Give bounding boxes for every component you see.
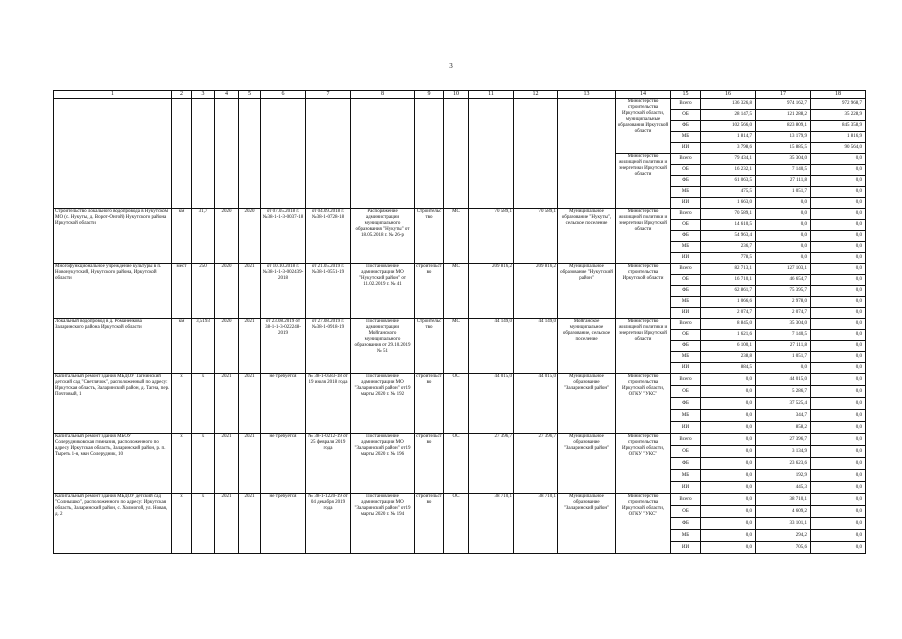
value-2020-cell: 236,7: [701, 242, 756, 253]
value-2021-cell: 7 140,5: [756, 165, 811, 176]
value-2021-cell: 121 288,2: [756, 110, 811, 121]
value-2020-cell: 82 713,1: [701, 264, 756, 275]
permit-cell: от 04.09.2018 г. №38-1-0728-18: [306, 209, 351, 264]
table-row: [54, 494, 866, 506]
capacity-cell: [192, 99, 215, 209]
value-2022-cell: 0,0: [811, 494, 866, 506]
value-2020-cell: 16 710,1: [701, 275, 756, 286]
value-2020-cell: 54 963,4: [701, 231, 756, 242]
column-number-cell: 17: [756, 91, 811, 99]
municipality-cell: [558, 99, 616, 209]
value-2022-cell: 0,0: [811, 530, 866, 542]
value-2020-cell: 0,0: [701, 446, 756, 458]
permit-cell: от 21.05.2019 г. №38-1-0551-19: [306, 264, 351, 319]
value-2020-cell: 79 434,1: [701, 154, 756, 165]
value-2020-cell: 0,0: [701, 386, 756, 398]
cost-remaining-cell: 44 149,0: [514, 319, 558, 374]
value-2020-cell: 2 074,7: [701, 308, 756, 319]
municipality-cell: Мойганское муниципальное образование, сельское поселение: [558, 319, 616, 374]
value-2022-cell: 0,0: [811, 198, 866, 209]
column-number-cell: 14: [616, 91, 671, 99]
value-2022-cell: 0,0: [811, 410, 866, 422]
value-2022-cell: 0,0: [811, 286, 866, 297]
capacity-cell: х: [192, 374, 215, 434]
value-2022-cell: 0,0: [811, 308, 866, 319]
document-cell: [351, 99, 415, 209]
value-2022-cell: 0,0: [811, 275, 866, 286]
table-row: [54, 434, 866, 446]
unit-cell: км: [172, 319, 192, 374]
ownership-form-cell: ОС: [444, 434, 469, 494]
object-name-cell: Капитальный ремонт здания МБДОУ Тагнинский детский сад "Светлячок", расположенный по адресу: Иркутская область, Заларинский район, д. Тагна, пер. Почтовый, 1: [54, 374, 172, 434]
expertise-cell: от 23.08.2019 от 38-1-1-3-022248-2019: [261, 319, 306, 374]
work-type-cell: Строительство: [415, 209, 444, 264]
value-2021-cell: 0,0: [756, 220, 811, 231]
ministry-cell: Министерство строительства Иркутской области, ОГКУ "УКС": [616, 374, 671, 434]
table-row: [54, 319, 866, 330]
column-number-cell: 7: [306, 91, 351, 99]
value-2020-cell: 8 845,0: [701, 319, 756, 330]
cost-remaining-cell: 70 589,1: [514, 209, 558, 264]
value-2022-cell: 0,0: [811, 330, 866, 341]
funding-code-cell: ФБ: [671, 458, 701, 470]
funding-code-cell: ОБ: [671, 220, 701, 231]
value-2020-cell: 136 326,8: [701, 99, 756, 110]
value-2020-cell: 1 814,7: [701, 132, 756, 143]
permit-cell: № 38-1-1220-19 от 04 декабря 2019 года: [306, 494, 351, 554]
value-2022-cell: 0,0: [811, 434, 866, 446]
value-2022-cell: 90 564,0: [811, 143, 866, 154]
funding-code-cell: ОБ: [671, 330, 701, 341]
value-2021-cell: 823 809,1: [756, 121, 811, 132]
value-2022-cell: 0,0: [811, 458, 866, 470]
table-row: [54, 374, 866, 386]
value-2021-cell: 15 885,5: [756, 143, 811, 154]
funding-code-cell: ФБ: [671, 518, 701, 530]
year-end-cell: 2021: [239, 434, 261, 494]
value-2020-cell: 0,0: [701, 470, 756, 482]
unit-cell: х: [172, 494, 192, 554]
value-2021-cell: 37 525,4: [756, 398, 811, 410]
cost-remaining-cell: 44 015,0: [514, 374, 558, 434]
ministry-cell: Министерство строительства Иркутской области, ОГКУ "УКС": [616, 434, 671, 494]
year-end-cell: 2021: [239, 319, 261, 374]
funding-code-cell: ИИ: [671, 482, 701, 494]
funding-code-cell: ИИ: [671, 198, 701, 209]
value-2020-cell: 0,0: [701, 494, 756, 506]
value-2020-cell: 0,0: [701, 506, 756, 518]
value-2022-cell: 0,0: [811, 470, 866, 482]
column-number-cell: 5: [239, 91, 261, 99]
cost-total-cell: 38 710,1: [469, 494, 514, 554]
funding-code-cell: МБ: [671, 530, 701, 542]
funding-code-cell: Всего: [671, 319, 701, 330]
value-2020-cell: 0,0: [701, 398, 756, 410]
value-2020-cell: 14 610,5: [701, 220, 756, 231]
value-2020-cell: 61 063,5: [701, 176, 756, 187]
value-2022-cell: 0,0: [811, 154, 866, 165]
value-2022-cell: 0,0: [811, 482, 866, 494]
municipality-cell: Муниципальное образование "Заларинский район": [558, 434, 616, 494]
cost-total-cell: 27 396,7: [469, 434, 514, 494]
value-2021-cell: 0,0: [756, 363, 811, 374]
funding-code-cell: ИИ: [671, 542, 701, 554]
funding-code-cell: ОБ: [671, 446, 701, 458]
year-end-cell: 2021: [239, 494, 261, 554]
funding-code-cell: МБ: [671, 132, 701, 143]
work-type-cell: строительство: [415, 374, 444, 434]
document-cell: Постановление администрации МО "Нукутский район" от 11.02.2019 г. № 41: [351, 264, 415, 319]
value-2021-cell: 46 654,7: [756, 275, 811, 286]
value-2021-cell: 2 074,7: [756, 308, 811, 319]
value-2020-cell: 0,0: [701, 542, 756, 554]
column-number-cell: 15: [671, 91, 701, 99]
value-2022-cell: 0,0: [811, 363, 866, 374]
value-2021-cell: 0,0: [756, 209, 811, 220]
value-2021-cell: 13 179,9: [756, 132, 811, 143]
work-type-cell: строительство: [415, 434, 444, 494]
value-2021-cell: 0,0: [756, 253, 811, 264]
capacity-cell: 250: [192, 264, 215, 319]
page-number: 3: [449, 62, 453, 70]
unit-cell: [172, 99, 192, 209]
value-2020-cell: 0,0: [701, 482, 756, 494]
ownership-form-cell: МС: [444, 319, 469, 374]
ownership-form-cell: МС: [444, 209, 469, 264]
value-2021-cell: 27 111,8: [756, 341, 811, 352]
table-row: [54, 209, 866, 220]
value-2021-cell: 344,7: [756, 410, 811, 422]
funding-code-cell: ФБ: [671, 286, 701, 297]
object-name-cell: Локальный водопровод в д. Романенкова Заларинского района Иркутской области: [54, 319, 172, 374]
ministry-cell: Министерство жилищной политики и энергетики Иркутской области: [616, 154, 671, 209]
ministry-cell: Министерство строительства Иркутской области, муниципальные образования Иркутской области: [616, 99, 671, 154]
value-2021-cell: 2 978,0: [756, 297, 811, 308]
permit-cell: № 38-1-0212-19 от 25 февраля 2019 года: [306, 434, 351, 494]
value-2020-cell: 1 621,6: [701, 330, 756, 341]
expertise-cell: от 10.10.2018 г. №38-1-1-3-002439-2018: [261, 264, 306, 319]
document-cell: Постановление администрации МО "Заларинский район" от19 марты 2020 г. № 192: [351, 374, 415, 434]
municipality-cell: Муниципальное образование "Нукутский район": [558, 264, 616, 319]
value-2022-cell: 972 968,7: [811, 99, 866, 110]
year-start-cell: 2021: [215, 494, 239, 554]
value-2020-cell: 6 100,1: [701, 341, 756, 352]
table-row: [54, 264, 866, 275]
cost-remaining-cell: 27 396,7: [514, 434, 558, 494]
value-2022-cell: 845 358,9: [811, 121, 866, 132]
value-2021-cell: 23 623,6: [756, 458, 811, 470]
funding-code-cell: ИИ: [671, 422, 701, 434]
document-cell: Распоряжение администрации муниципального образования "Нукуты" от 18.05.2018 г. № 26-р: [351, 209, 415, 264]
column-number-cell: 4: [215, 91, 239, 99]
value-2020-cell: 102 566,0: [701, 121, 756, 132]
municipality-cell: Муниципальное образование "Заларинский район": [558, 494, 616, 554]
object-name-cell: Многофункциональное учреждение культуры в п. Новонукутский, Нукутского района, Иркутской области: [54, 264, 172, 319]
capacity-cell: 31,7: [192, 209, 215, 264]
funding-code-cell: ФБ: [671, 231, 701, 242]
value-2022-cell: 0,0: [811, 220, 866, 231]
unit-cell: мест: [172, 264, 192, 319]
funding-code-cell: Всего: [671, 374, 701, 386]
funding-code-cell: ОБ: [671, 506, 701, 518]
funding-code-cell: ФБ: [671, 341, 701, 352]
value-2021-cell: 75 395,7: [756, 286, 811, 297]
value-2020-cell: 70 589,1: [701, 209, 756, 220]
value-2021-cell: 705,6: [756, 542, 811, 554]
value-2020-cell: 0,0: [701, 458, 756, 470]
value-2020-cell: 16 232,1: [701, 165, 756, 176]
cost-total-cell: 209 816,2: [469, 264, 514, 319]
value-2021-cell: 1 051,7: [756, 352, 811, 363]
table-row: [54, 99, 866, 110]
value-2021-cell: 0,0: [756, 231, 811, 242]
unit-cell: х: [172, 374, 192, 434]
document-cell: Постановление администрации МО "Заларинский район" от19 марты 2020 г. № 194: [351, 494, 415, 554]
object-name-cell: Строительство локального водопровода в Нукутском МО (с. Нукуты, д. Ворот-Онгой) Нукутского района Иркутской области: [54, 209, 172, 264]
value-2022-cell: 0,0: [811, 352, 866, 363]
column-number-cell: 8: [351, 91, 415, 99]
ministry-cell: Министерство строительства Иркутской области: [616, 264, 671, 319]
value-2022-cell: 0,0: [811, 209, 866, 220]
value-2020-cell: 1 663,0: [701, 198, 756, 209]
value-2020-cell: 28 147,5: [701, 110, 756, 121]
funding-code-cell: ФБ: [671, 176, 701, 187]
value-2021-cell: 44 015,0: [756, 374, 811, 386]
value-2022-cell: 0,0: [811, 398, 866, 410]
value-2021-cell: 192,9: [756, 470, 811, 482]
funding-code-cell: ИИ: [671, 253, 701, 264]
year-end-cell: [239, 99, 261, 209]
expertise-cell: не требуется: [261, 434, 306, 494]
funding-code-cell: МБ: [671, 297, 701, 308]
ownership-form-cell: [444, 99, 469, 209]
year-end-cell: 2020: [239, 209, 261, 264]
value-2021-cell: 35 304,0: [756, 154, 811, 165]
value-2022-cell: 0,0: [811, 506, 866, 518]
funding-code-cell: ИИ: [671, 363, 701, 374]
value-2022-cell: 0,0: [811, 386, 866, 398]
value-2022-cell: 0,0: [811, 319, 866, 330]
value-2020-cell: 62 861,7: [701, 286, 756, 297]
value-2020-cell: 0,0: [701, 410, 756, 422]
work-type-cell: строительство: [415, 494, 444, 554]
unit-cell: км: [172, 209, 192, 264]
column-number-cell: 6: [261, 91, 306, 99]
value-2021-cell: 0,0: [756, 242, 811, 253]
cost-total-cell: 44 015,0: [469, 374, 514, 434]
value-2020-cell: 0,0: [701, 422, 756, 434]
ownership-form-cell: МС: [444, 264, 469, 319]
value-2022-cell: 35 228,9: [811, 110, 866, 121]
value-2022-cell: 0,0: [811, 374, 866, 386]
column-number-cell: 9: [415, 91, 444, 99]
value-2022-cell: 0,0: [811, 341, 866, 352]
funding-code-cell: Всего: [671, 154, 701, 165]
object-name-cell: [54, 99, 172, 209]
value-2022-cell: 0,0: [811, 253, 866, 264]
investment-table: [53, 90, 866, 554]
column-number-cell: 11: [469, 91, 514, 99]
unit-cell: х: [172, 434, 192, 494]
year-start-cell: 2021: [215, 374, 239, 434]
value-2021-cell: 5 286,7: [756, 386, 811, 398]
expertise-cell: не требуется: [261, 374, 306, 434]
work-type-cell: Строительство: [415, 319, 444, 374]
value-2020-cell: 0,0: [701, 530, 756, 542]
column-number-cell: 10: [444, 91, 469, 99]
funding-code-cell: ФБ: [671, 398, 701, 410]
funding-code-cell: МБ: [671, 352, 701, 363]
ownership-form-cell: ОС: [444, 374, 469, 434]
funding-code-cell: МБ: [671, 410, 701, 422]
value-2022-cell: 0,0: [811, 242, 866, 253]
expertise-cell: от 07.05.2018 г. №38-1-1-3-0037-18: [261, 209, 306, 264]
permit-cell: от 27.08.2019 г. №38-1-0918-19: [306, 319, 351, 374]
value-2022-cell: 0,0: [811, 264, 866, 275]
year-end-cell: 2021: [239, 264, 261, 319]
value-2020-cell: 0,0: [701, 374, 756, 386]
funding-code-cell: Всего: [671, 209, 701, 220]
ownership-form-cell: ОС: [444, 494, 469, 554]
object-name-cell: Капитальный ремонт здания МБДОУ детский сад "Солнышко", расположенного по адресу: Иркутская область, Заларинский район, с. Холмогой, ул. Новая, д. 2: [54, 494, 172, 554]
year-end-cell: 2021: [239, 374, 261, 434]
column-number-cell: 12: [514, 91, 558, 99]
column-number-cell: 18: [811, 91, 866, 99]
value-2020-cell: 1 066,6: [701, 297, 756, 308]
object-name-cell: Капитальный ремонт здания МБОУ Солерудниковская гимназия, расположенного по адресу Иркутская область, Заларинский район, р. п. Тыреть 1-я, мкн Солерудник, 10: [54, 434, 172, 494]
column-number-cell: 13: [558, 91, 616, 99]
funding-code-cell: ИИ: [671, 308, 701, 319]
permit-cell: № 38-1-0583-18 от 19 июля 2018 года: [306, 374, 351, 434]
cost-total-cell: 44 149,0: [469, 319, 514, 374]
value-2021-cell: 3 134,9: [756, 446, 811, 458]
column-number-cell: 16: [701, 91, 756, 99]
document-cell: Постановление администрации Мойганского муниципального образования от 29.10.2019 № 51: [351, 319, 415, 374]
funding-code-cell: ФБ: [671, 121, 701, 132]
value-2021-cell: 35 304,0: [756, 319, 811, 330]
funding-code-cell: ОБ: [671, 165, 701, 176]
capacity-cell: х: [192, 494, 215, 554]
value-2021-cell: 27 396,7: [756, 434, 811, 446]
cost-remaining-cell: [514, 99, 558, 209]
ministry-cell: Министерство жилищной политики и энергетики Иркутской области: [616, 319, 671, 374]
value-2021-cell: 1 051,7: [756, 187, 811, 198]
value-2020-cell: 238,8: [701, 352, 756, 363]
funding-code-cell: Всего: [671, 99, 701, 110]
value-2022-cell: 0,0: [811, 297, 866, 308]
value-2021-cell: 127 103,1: [756, 264, 811, 275]
value-2021-cell: 4 609,2: [756, 506, 811, 518]
expertise-cell: [261, 99, 306, 209]
value-2022-cell: 0,0: [811, 422, 866, 434]
funding-code-cell: ИИ: [671, 143, 701, 154]
ministry-cell: Министерство строительства Иркутской области, ОГКУ "УКС": [616, 494, 671, 554]
value-2021-cell: 7 140,5: [756, 330, 811, 341]
funding-code-cell: МБ: [671, 187, 701, 198]
year-start-cell: 2020: [215, 209, 239, 264]
value-2021-cell: 974 162,7: [756, 99, 811, 110]
cost-remaining-cell: 209 816,2: [514, 264, 558, 319]
value-2021-cell: 858,2: [756, 422, 811, 434]
document-cell: Постановление администрации МО "Заларинский район" от19 марты 2020 г. № 196: [351, 434, 415, 494]
permit-cell: [306, 99, 351, 209]
ministry-cell: Министерство жилищной политики и энергетики Иркутской области: [616, 209, 671, 264]
value-2022-cell: 0,0: [811, 518, 866, 530]
value-2021-cell: 445,3: [756, 482, 811, 494]
column-number-cell: 3: [192, 91, 215, 99]
value-2021-cell: 294,2: [756, 530, 811, 542]
funding-code-cell: Всего: [671, 264, 701, 275]
work-type-cell: строительство: [415, 264, 444, 319]
funding-code-cell: Всего: [671, 434, 701, 446]
value-2021-cell: 27 111,8: [756, 176, 811, 187]
value-2020-cell: 778,5: [701, 253, 756, 264]
value-2021-cell: 0,0: [756, 198, 811, 209]
column-number-cell: 2: [172, 91, 192, 99]
expertise-cell: не требуется: [261, 494, 306, 554]
cost-remaining-cell: 38 710,1: [514, 494, 558, 554]
column-number-cell: 1: [54, 91, 172, 99]
value-2020-cell: 0,0: [701, 518, 756, 530]
value-2020-cell: 3 798,6: [701, 143, 756, 154]
cost-total-cell: 70 589,1: [469, 209, 514, 264]
column-number-row: [54, 91, 866, 99]
year-start-cell: [215, 99, 239, 209]
year-start-cell: 2021: [215, 434, 239, 494]
value-2022-cell: 0,0: [811, 165, 866, 176]
value-2022-cell: 0,0: [811, 187, 866, 198]
funding-code-cell: ОБ: [671, 386, 701, 398]
funding-code-cell: Всего: [671, 494, 701, 506]
value-2022-cell: 0,0: [811, 446, 866, 458]
funding-code-cell: ОБ: [671, 275, 701, 286]
funding-code-cell: МБ: [671, 470, 701, 482]
value-2022-cell: 0,0: [811, 231, 866, 242]
value-2022-cell: 0,0: [811, 176, 866, 187]
capacity-cell: 3,5193: [192, 319, 215, 374]
value-2022-cell: 1 816,9: [811, 132, 866, 143]
cost-total-cell: [469, 99, 514, 209]
work-type-cell: [415, 99, 444, 209]
capacity-cell: х: [192, 434, 215, 494]
value-2021-cell: 38 710,1: [756, 494, 811, 506]
value-2020-cell: 0,0: [701, 434, 756, 446]
municipality-cell: Муниципальное образование "Заларинский район": [558, 374, 616, 434]
year-start-cell: 2020: [215, 319, 239, 374]
value-2021-cell: 33 101,1: [756, 518, 811, 530]
value-2020-cell: 475,5: [701, 187, 756, 198]
value-2020-cell: 884,5: [701, 363, 756, 374]
municipality-cell: Муниципальное образование "Нукуты", сельское поселение: [558, 209, 616, 264]
value-2022-cell: 0,0: [811, 542, 866, 554]
year-start-cell: 2020: [215, 264, 239, 319]
funding-code-cell: МБ: [671, 242, 701, 253]
funding-code-cell: ОБ: [671, 110, 701, 121]
